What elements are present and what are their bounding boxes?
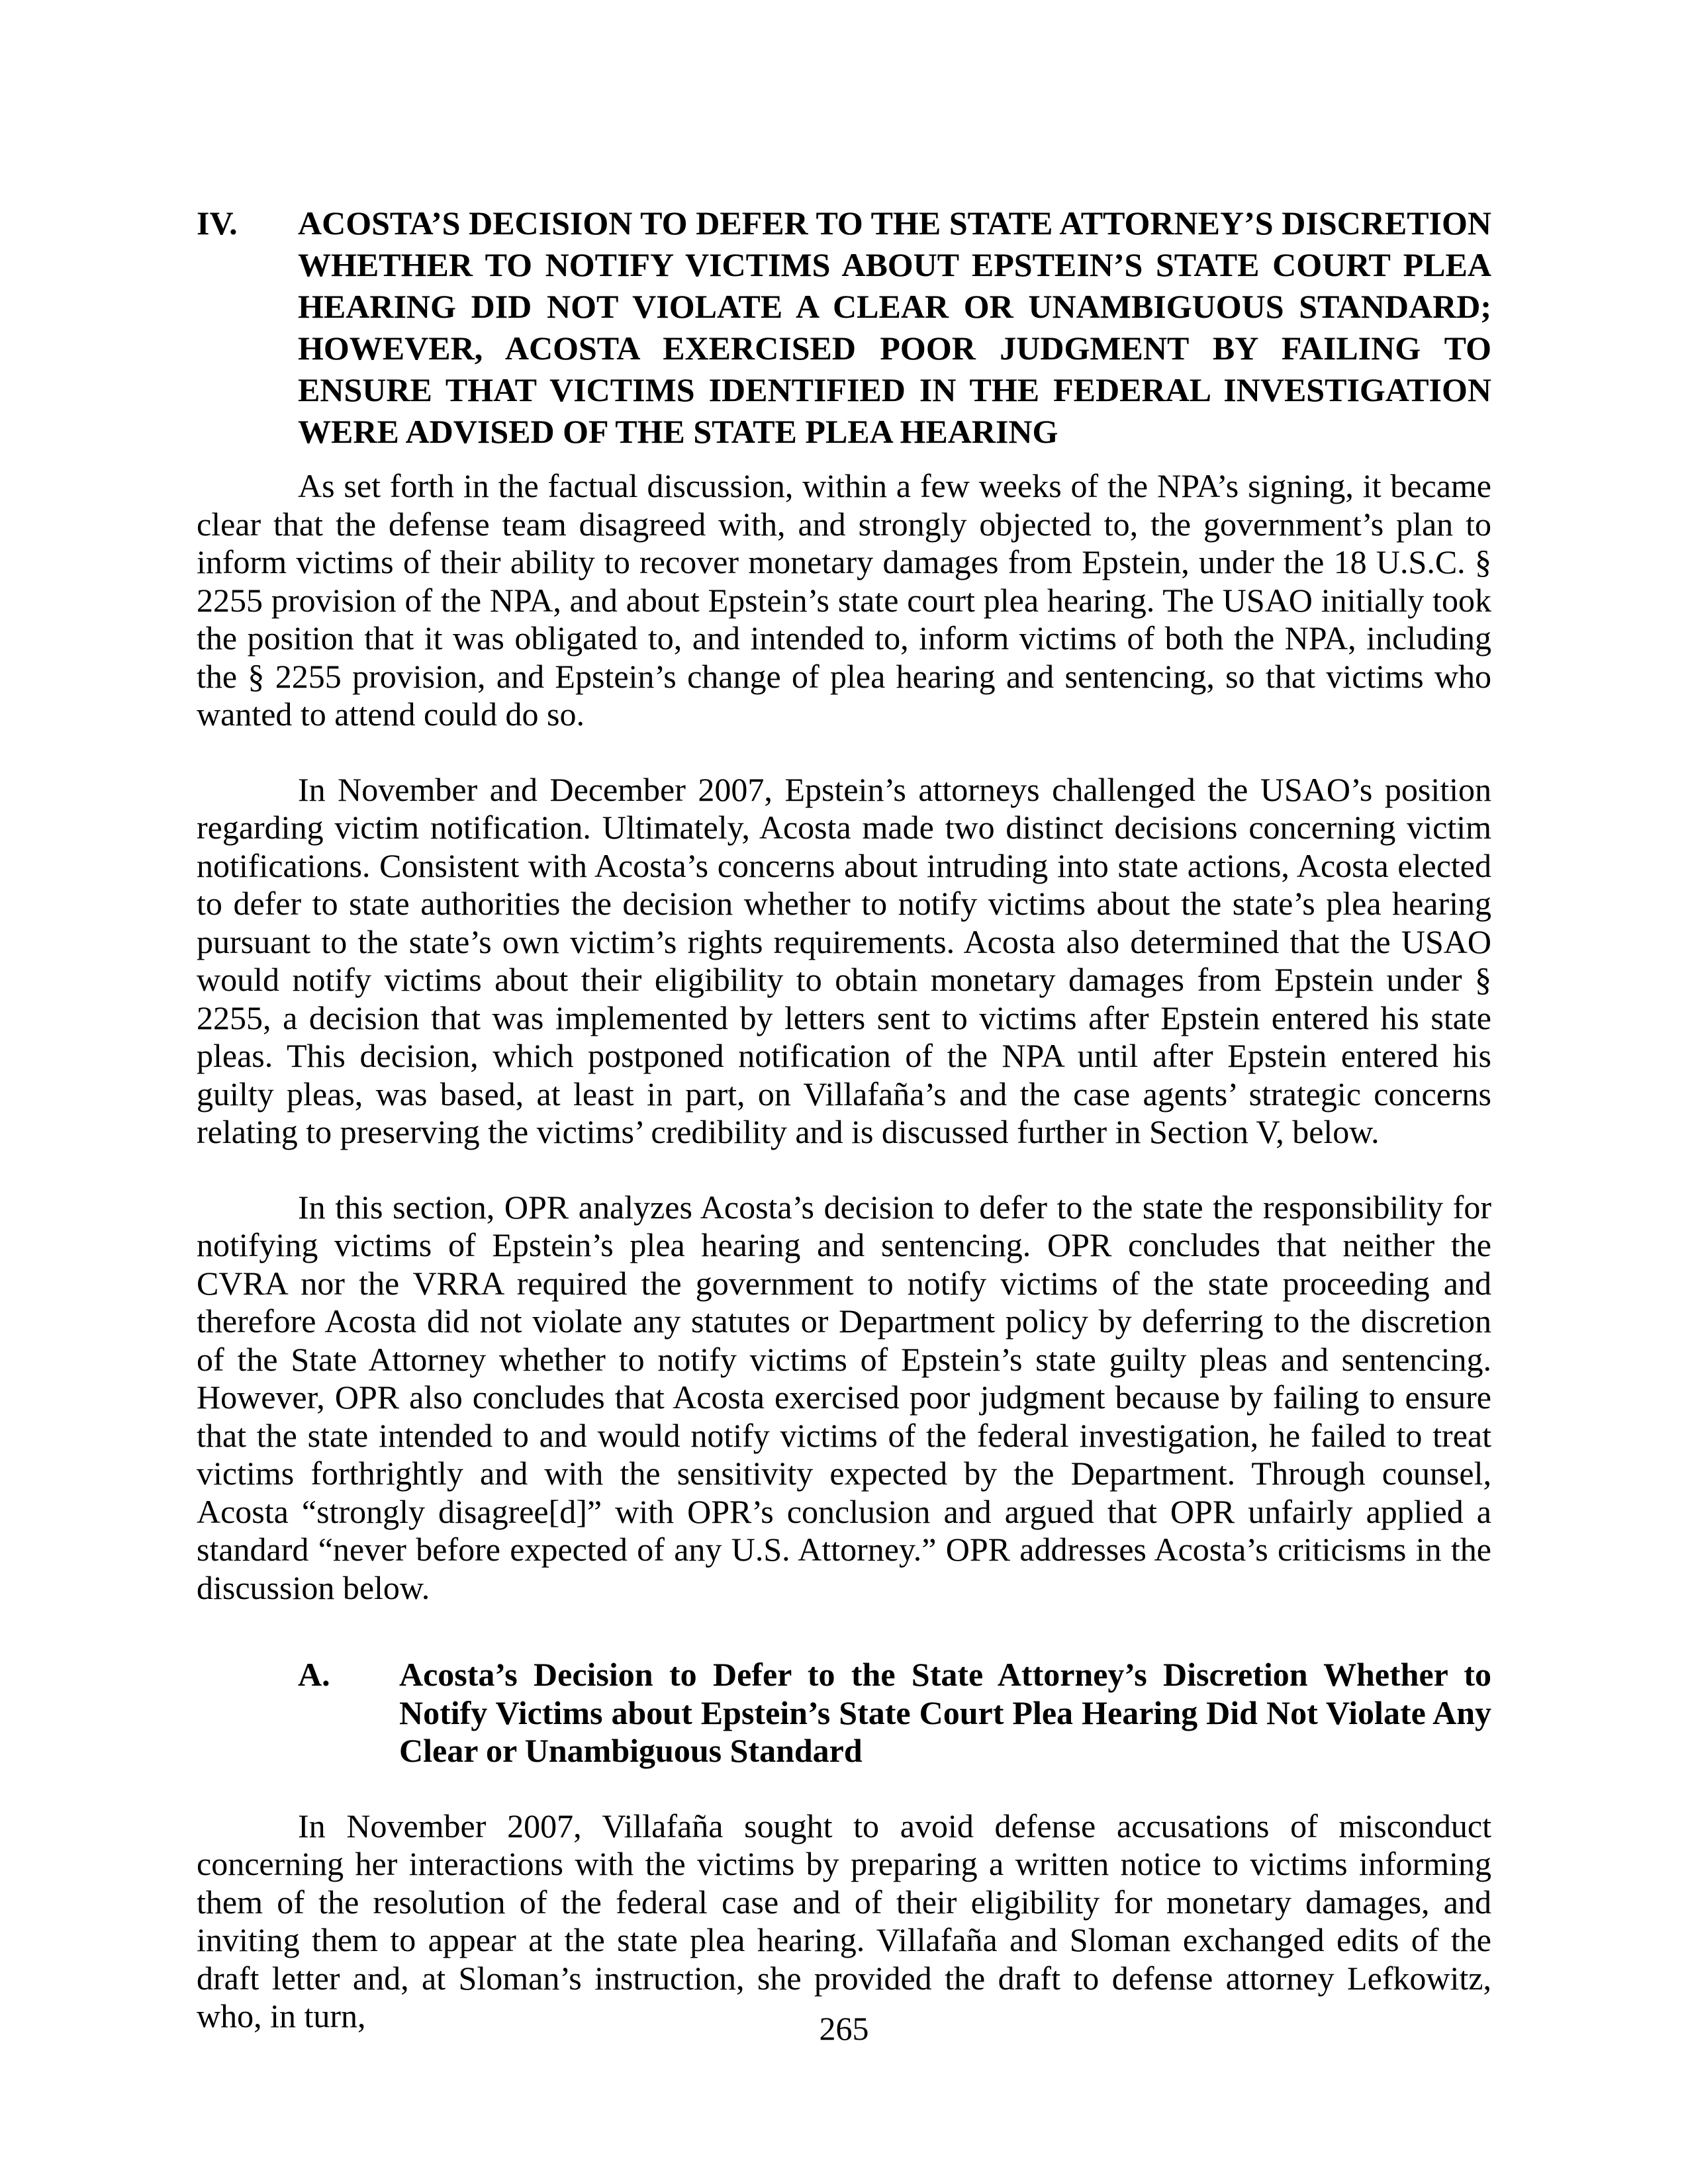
subsection-number: A. bbox=[298, 1656, 330, 1693]
paragraph-3: In this section, OPR analyzes Acosta’s decision to defer to the state the responsibility for notifying victims of Epstein’s plea hearing and sentencing. OPR concludes that neither the CVRA nor the VRRA required the government to notify victims of the state proceeding and therefore Acosta did not violate any statutes or Department policy by deferring to the discretion of the State Attorney whether to notify victims of Epstein’s state guilty pleas and sentencing. However, OPR also concludes that Acosta exercised poor judgment because by failing to ensure that the state intended to and would notify victims of the federal investigation, he failed to treat victims forthrightly and with the sensitivity expected by the Department. Through counsel, Acosta “strongly disagree[d]” with OPR’s conclusion and argued that OPR unfairly applied a standard “never before expected of any U.S. Attorney.” OPR addresses Acosta’s criticisms in the discussion below. bbox=[197, 1188, 1491, 1606]
paragraph-2: In November and December 2007, Epstein’s attorneys challenged the USAO’s position regarding victim notification. Ultimately, Acosta made two distinct decisions concerning victim notifications. Consistent with Acosta’s concerns about intruding into state actions, Acosta elected to defer to state authorities the decision whether to notify victims about the state’s plea hearing pursuant to the state’s own victim’s rights requirements. Acosta also determined that the USAO would notify victims about their eligibility to obtain monetary damages from Epstein under § 2255, a decision that was implemented by letters sent to victims after Epstein entered his state pleas. This decision, which postponed notification of the NPA until after Epstein entered his guilty pleas, was based, at least in part, on Villafaña’s and the case agents’ strategic concerns relating to preserving the victims’ credibility and is discussed further in Section V, below. bbox=[197, 770, 1491, 1150]
section-number: IV. bbox=[197, 205, 238, 242]
page-number: 265 bbox=[819, 2010, 869, 2047]
subsection-title: Acosta’s Decision to Defer to the State Attorney’s Discretion Whether to Notify Victims about Epstein’s State Court Plea Hearing Did Not Violate Any Clear or Unambiguous Standard bbox=[399, 1656, 1491, 1769]
section-title: ACOSTA’S DECISION TO DEFER TO THE STATE ATTORNEY’S DISCRETION WHETHER TO NOTIFY VICTIMS ABOUT EPSTEIN’S STATE COURT PLEA HEARING DID NOT VIOLATE A CLEAR OR UNAMBIGUOUS STANDARD; HOWEVER, ACOSTA EXERCISED POOR JUDGMENT BY FAILING TO ENSURE THAT VICTIMS IDENTIFIED IN THE FEDERAL INVESTIGATION WERE ADVISED OF THE STATE PLEA HEARING bbox=[298, 205, 1491, 450]
subsection-a-heading bbox=[298, 1656, 1491, 1770]
section-iv-heading bbox=[197, 203, 1491, 453]
page-content bbox=[197, 203, 1491, 2036]
paragraph-4: In November 2007, Villafaña sought to avoid defense accusations of misconduct concerning her interactions with the victims by preparing a written notice to victims informing them of the resolution of the federal case and of their eligibility for monetary damages, and inviting them to appear at the state plea hearing. Villafaña and Sloman exchanged edits of the draft letter and, at Sloman’s instruction, she provided the draft to defense attorney Lefkowitz, who, in turn, bbox=[197, 1807, 1491, 2034]
paragraph-1: As set forth in the factual discussion, within a few weeks of the NPA’s signing, it became clear that the defense team disagreed with, and strongly objected to, the government’s plan to inform victims of their ability to recover monetary damages from Epstein, under the 18 U.S.C. § 2255 provision of the NPA, and about Epstein’s state court plea hearing. The USAO initially took the position that it was obligated to, and intended to, inform victims of both the NPA, including the § 2255 provision, and Epstein’s change of plea hearing and sentencing, so that victims who wanted to attend could do so. bbox=[197, 467, 1491, 733]
